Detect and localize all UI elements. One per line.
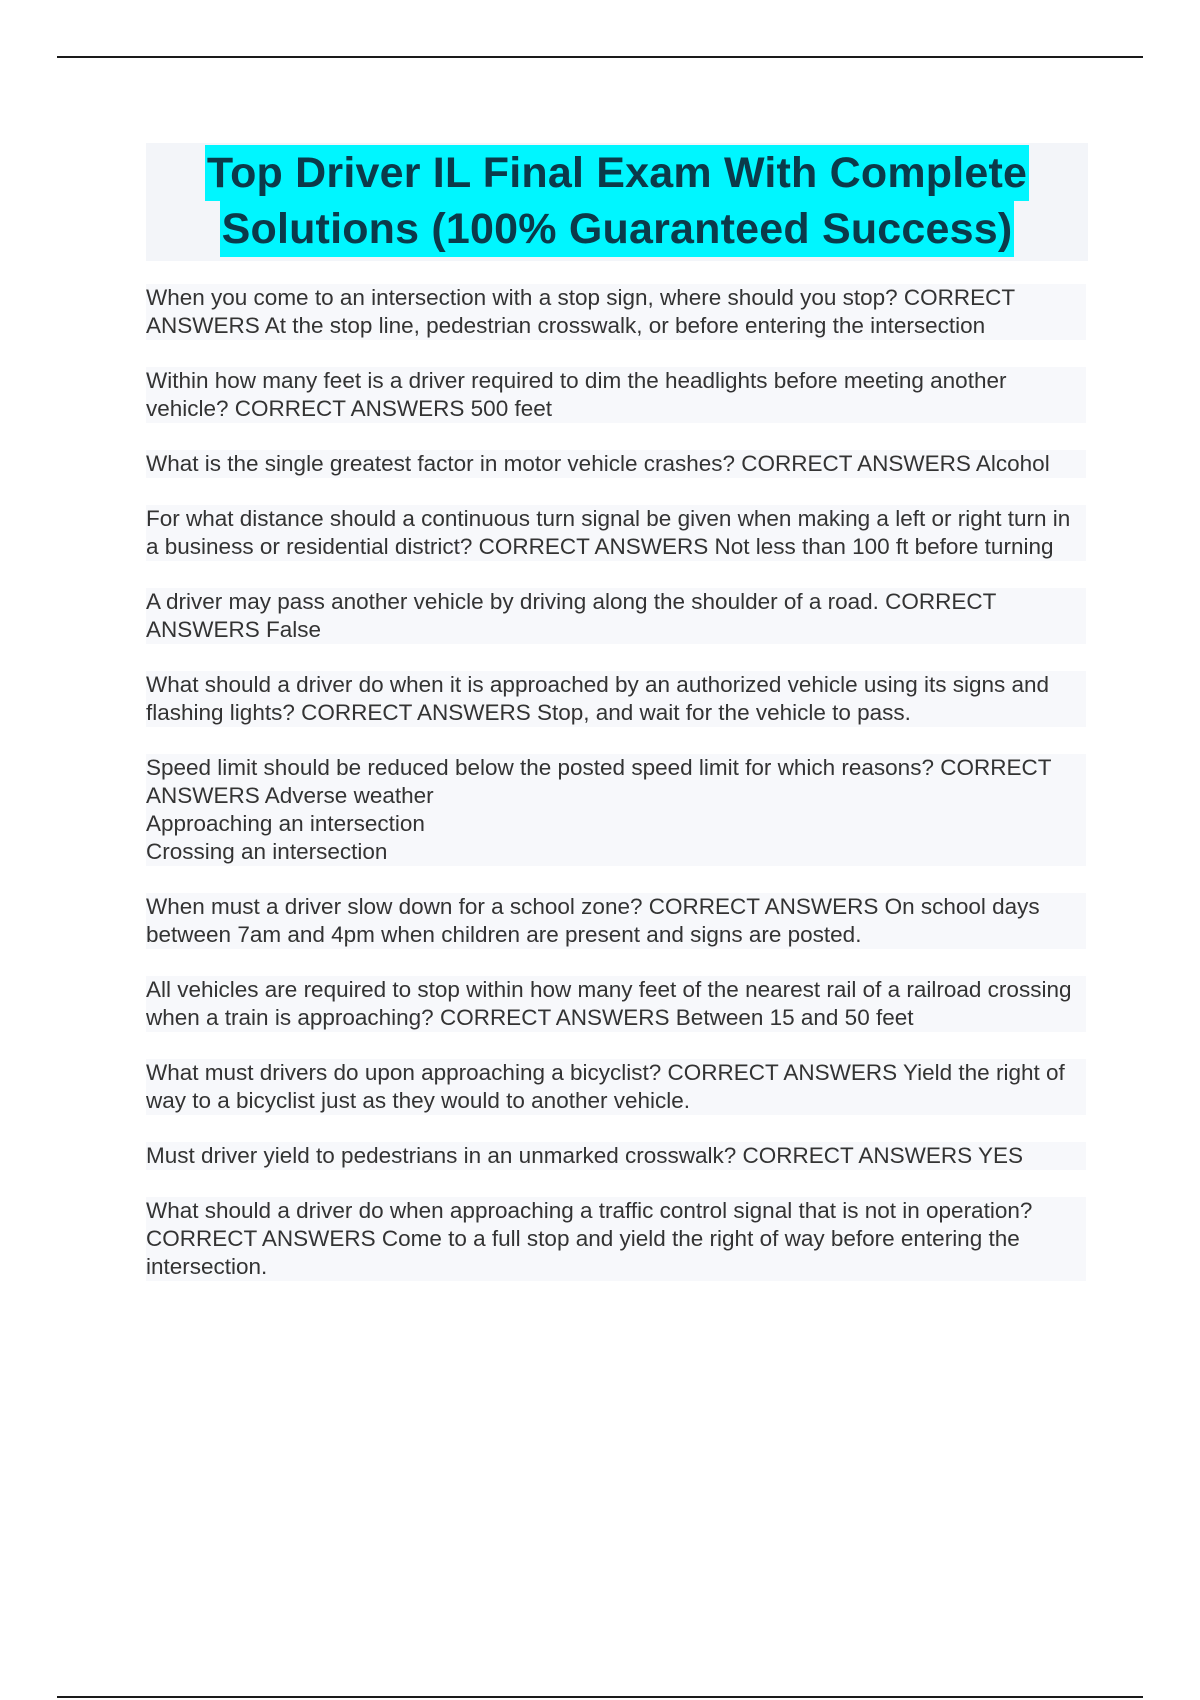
qa-item: What should a driver do when it is approached by an authorized vehicle using its signs and flashing lights? CORRECT ANSWERS Stop, and wait for the vehicle to pass. bbox=[146, 671, 1086, 727]
title-line-2: Solutions (100% Guaranteed Success) bbox=[220, 201, 1015, 257]
document-title bbox=[146, 143, 1088, 261]
qa-item: A driver may pass another vehicle by driving along the shoulder of a road. CORRECT ANSWERS False bbox=[146, 588, 1086, 644]
bottom-divider bbox=[57, 1696, 1143, 1698]
qa-item: Speed limit should be reduced below the posted speed limit for which reasons? CORRECT ANSWERS Adverse weather Approaching an intersection Crossing an intersection bbox=[146, 754, 1086, 866]
qa-item: When you come to an intersection with a stop sign, where should you stop? CORRECT ANSWERS At the stop line, pedestrian crosswalk, or before entering the intersection bbox=[146, 284, 1086, 340]
qa-item: Within how many feet is a driver required to dim the headlights before meeting another vehicle? CORRECT ANSWERS 500 feet bbox=[146, 367, 1086, 423]
qa-item: All vehicles are required to stop within how many feet of the nearest rail of a railroad crossing when a train is approaching? CORRECT ANSWERS Between 15 and 50 feet bbox=[146, 976, 1086, 1032]
qa-item: When must a driver slow down for a school zone? CORRECT ANSWERS On school days between 7am and 4pm when children are present and signs are posted. bbox=[146, 893, 1086, 949]
qa-list bbox=[146, 284, 1086, 1308]
qa-item: For what distance should a continuous turn signal be given when making a left or right turn in a business or residential district? CORRECT ANSWERS Not less than 100 ft before turning bbox=[146, 505, 1086, 561]
qa-item: What must drivers do upon approaching a bicyclist? CORRECT ANSWERS Yield the right of way to a bicyclist just as they would to another vehicle. bbox=[146, 1059, 1086, 1115]
qa-item: Must driver yield to pedestrians in an unmarked crosswalk? CORRECT ANSWERS YES bbox=[146, 1142, 1086, 1170]
title-line-1: Top Driver IL Final Exam With Complete bbox=[205, 145, 1029, 201]
top-divider bbox=[57, 56, 1143, 58]
qa-item: What is the single greatest factor in motor vehicle crashes? CORRECT ANSWERS Alcohol bbox=[146, 450, 1086, 478]
qa-item: What should a driver do when approaching a traffic control signal that is not in operation? CORRECT ANSWERS Come to a full stop and yield the right of way before entering the intersection. bbox=[146, 1197, 1086, 1281]
